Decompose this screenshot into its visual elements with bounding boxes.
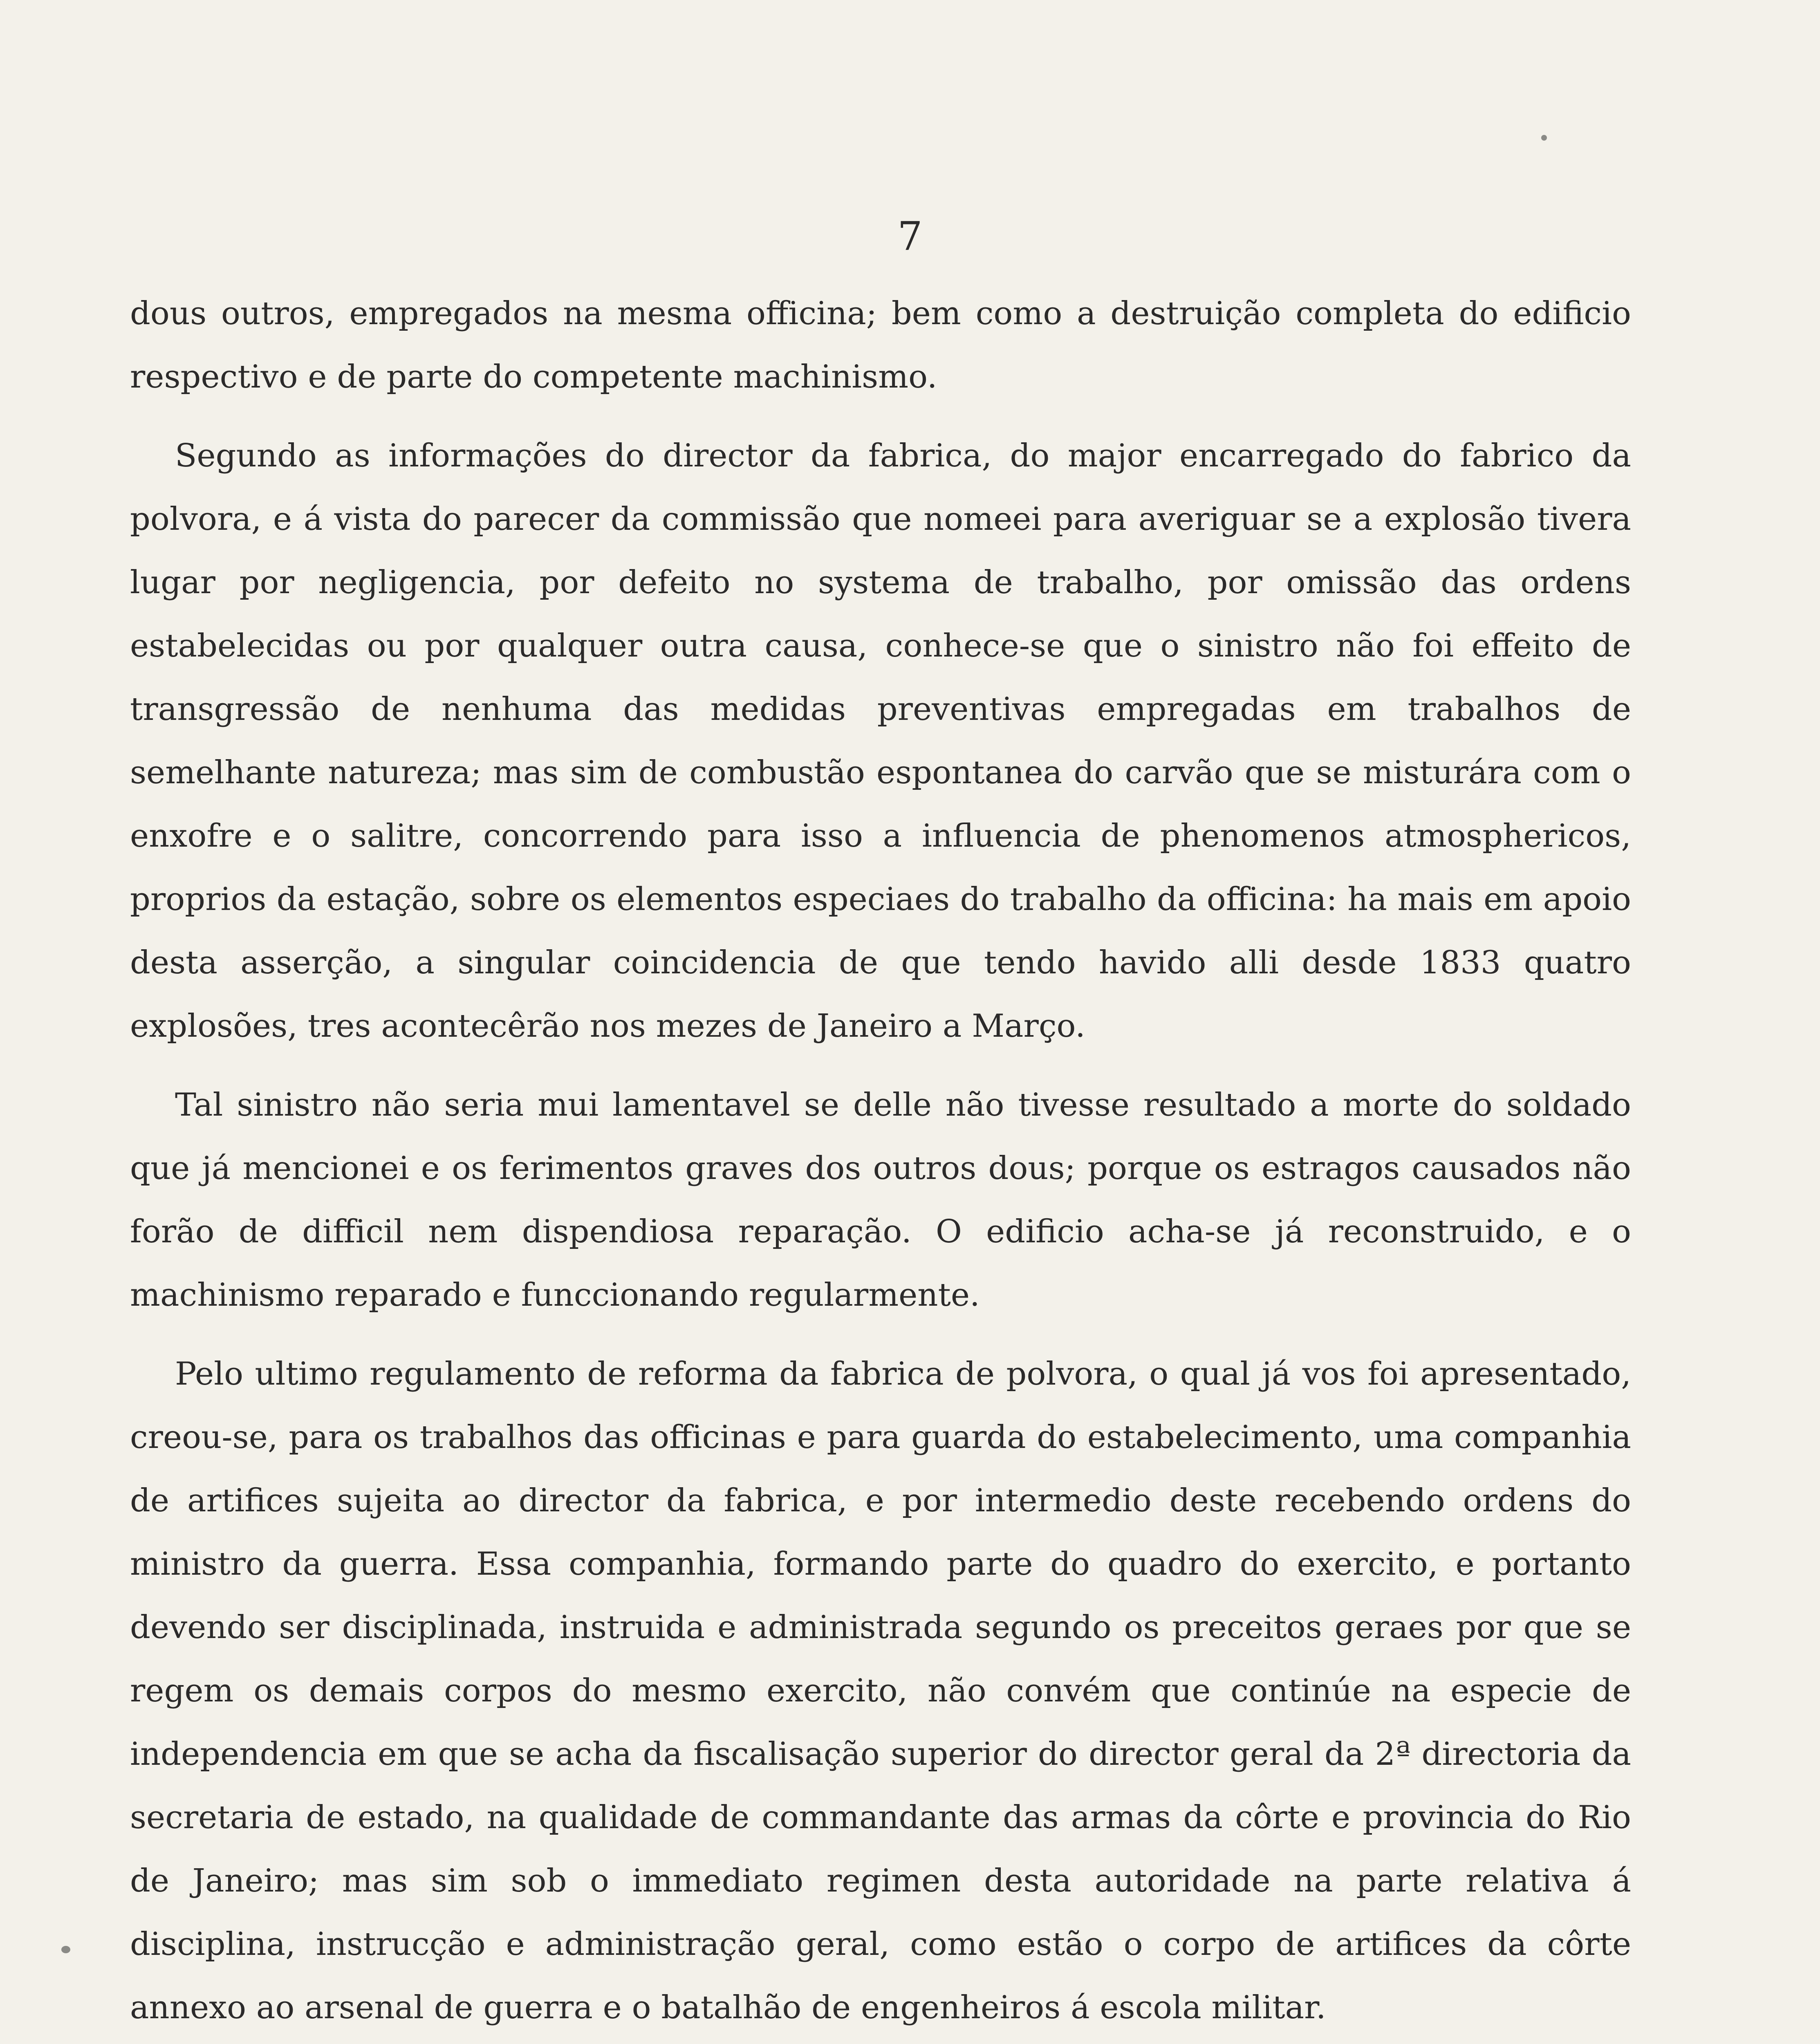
paragraph-4: Pelo ultimo regulamento de reforma da fabrica de polvora, o qual já vos foi apresentado, creou-se, para os trabalhos das officinas e para guarda do estabelecimento, uma companhia de artifices sujeita ao director da fabrica, e por intermedio deste recebendo ordens do ministro da guerra. Essa companhia, formando parte do quadro do exercito, e portanto devendo ser disciplinada, instruida e administrada segundo os preceitos geraes por que se regem os demais corpos do mesmo exercito, não convém que continúe na especie de independencia em que se acha da fiscalisação superior do director geral da 2ª directoria da secretaria de estado, na qualidade de commandante das armas da côrte e provincia do Rio de Janeiro; mas sim sob o immediato regimen desta autoridade na parte relativa á disciplina, instrucção e administração geral, como estão o corpo de artifices da côrte annexo ao arsenal de guerra e o batalhão de engenheiros á escola militar. <box>130 1356 1631 2026</box>
page-number: 7 <box>897 213 923 259</box>
ink-speck <box>61 1946 70 1953</box>
paragraph-1: dous outros, empregados na mesma officina; bem como a destruição completa do edificio respectivo e de parte do competente machinismo. <box>130 295 1631 395</box>
paragraph-3: Tal sinistro não seria mui lamentavel se delle não tivesse resultado a morte do soldado que já mencionei e os ferimentos graves dos outros dous; porque os estragos causados não forão de difficil nem dispendiosa reparação. O edificio acha-se já reconstruido, e o machinismo reparado e funccionando regularmente. <box>130 1087 1631 1313</box>
ink-speck <box>1541 135 1547 141</box>
paragraph-2: Segundo as informações do director da fabrica, do major encarregado do fabrico da polvora, e á vista do parecer da commissão que nomeei para averiguar se a explosão tivera lugar por negligencia, por defeito no systema de trabalho, por omissão das ordens estabelecidas ou por qualquer outra causa, conhece-se que o sinistro não foi effeito de transgressão de nenhuma das medidas preventivas empregadas em trabalhos de semelhante natureza; mas sim de combustão espontanea do carvão que se misturára com o enxofre e o salitre, concorrendo para isso a influencia de phenomenos atmosphericos, proprios da estação, sobre os elementos especiaes do trabalho da officina: ha mais em apoio desta asserção, a singular coincidencia de que tendo havido alli desde 1833 quatro explosões, tres acontecêrão nos mezes de Janeiro a Março. <box>130 437 1631 1044</box>
body-text <box>130 282 1631 2044</box>
